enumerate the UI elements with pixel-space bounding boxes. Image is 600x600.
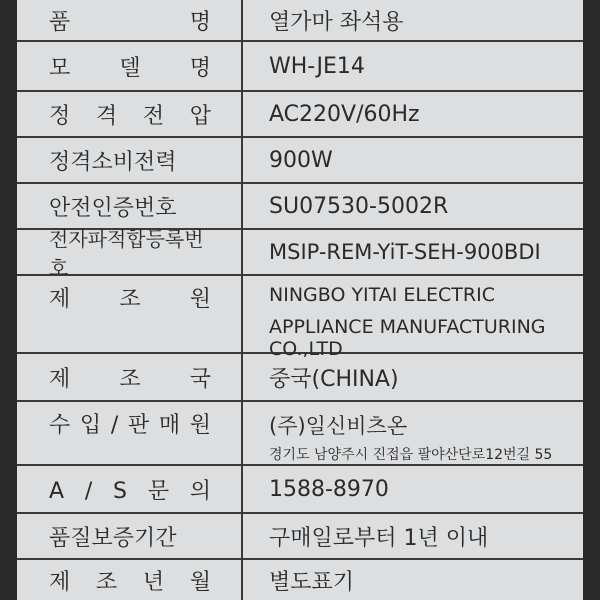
label-importer: 수 입 / 판 매 원 (49, 413, 211, 438)
spec-row-importer (17, 402, 583, 466)
spec-row-rated-voltage (17, 92, 583, 138)
spec-row-manufacturer (17, 276, 583, 360)
value-rated-power: 900W (269, 147, 333, 173)
value-country: 중국(CHINA) (269, 366, 399, 392)
spec-row-rated-power (17, 138, 583, 184)
value-rated-voltage: AC220V/60Hz (269, 101, 420, 127)
spec-row-manufacture-date (17, 560, 583, 600)
value-warranty: 구매일로부터 1년 이내 (269, 525, 489, 551)
spec-row-product-name (17, 0, 583, 42)
label-manufacture-date: 제 조 년 월 (49, 569, 211, 595)
right-border (583, 0, 600, 600)
spec-row-as-contact (17, 466, 583, 514)
value-manufacturer-line2: APPLIANCE MANUFACTURING CO.,LTD (269, 316, 546, 360)
spec-row-model (17, 42, 583, 92)
value-manufacturer-line1: NINGBO YITAI ELECTRIC (269, 284, 495, 306)
value-importer-address: 경기도 남양주시 진접읍 팔야산단로12번길 55 (269, 447, 553, 463)
spec-row-emc-registration (17, 227, 583, 280)
value-safety-cert: SU07530-5002R (269, 193, 449, 219)
label-rated-power: 정격소비전력 (49, 149, 177, 175)
label-product-name: 품 명 (49, 9, 211, 35)
value-model: WH-JE14 (269, 53, 365, 79)
spec-row-country (17, 354, 583, 402)
left-border (0, 0, 17, 600)
value-emc-registration: MSIP-REM-YiT-SEH-900BDI (269, 240, 541, 264)
value-manufacture-date: 별도표기 (269, 569, 355, 595)
label-rated-voltage: 정 격 전 압 (49, 103, 211, 129)
label-safety-cert: 안전인증번호 (49, 195, 177, 221)
value-importer-name: (주)일신비츠온 (269, 414, 408, 438)
label-warranty: 품질보증기간 (49, 525, 177, 551)
label-as-contact: A / S 문 의 (49, 478, 211, 504)
label-manufacturer: 제 조 원 (49, 287, 211, 312)
value-as-contact: 1588-8970 (269, 476, 389, 502)
label-emc-registration: 전자파적합등록번호 (49, 227, 204, 280)
spec-row-warranty (17, 514, 583, 560)
label-country: 제 조 국 (49, 366, 211, 392)
value-product-name: 열가마 좌석용 (269, 9, 404, 35)
label-model: 모 델 명 (49, 55, 211, 81)
